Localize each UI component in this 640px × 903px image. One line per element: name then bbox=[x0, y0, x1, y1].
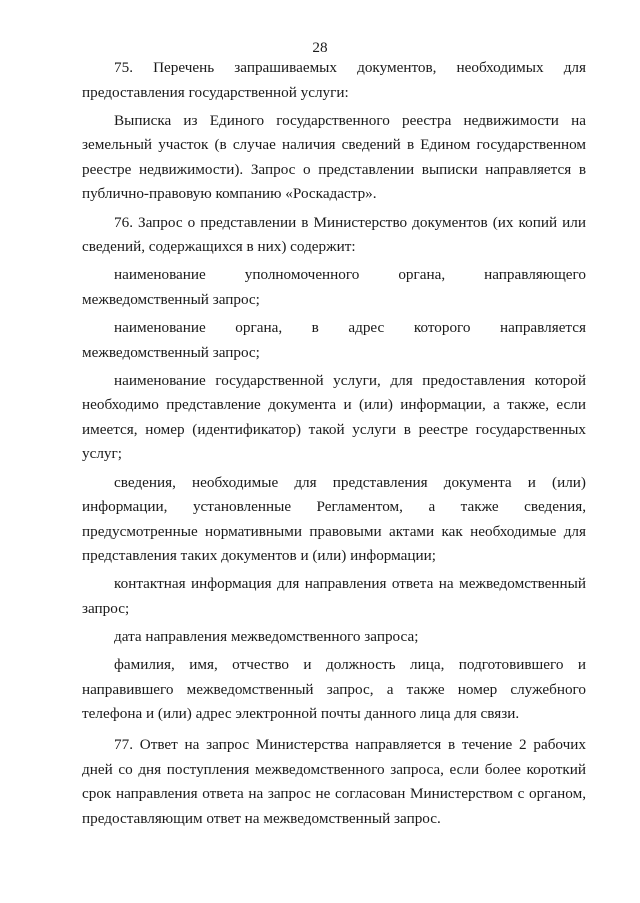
paragraph-76-heading: 76. Запрос о представлении в Министерство документов (их копий или сведений, содержащихся в них) содержит: bbox=[82, 213, 586, 256]
list-item-service-name: наименование государственной услуги, для предоставления которой необходимо представление документа и (или) информации, а также, если имеется, номер (идентификатор) такой услуги в реестре государственных услуг; bbox=[82, 371, 586, 463]
list-item-request-date: дата направления межведомственного запроса; bbox=[114, 628, 419, 646]
paragraph-extract-egrn: Выписка из Единого государственного реестра недвижимости на земельный участок (в случае наличия сведений в Едином государственном реестре недвижимости). Запрос о представлении выписки направляется в публично-правовую компанию «Роскадастр». bbox=[82, 111, 586, 203]
list-item-recipient-body: наименование органа, в адрес которого направляется межведомственный запрос; bbox=[82, 318, 586, 361]
list-item-responsible-person: фамилия, имя, отчество и должность лица, подготовившего и направившего межведомственный запрос, а также номер служебного телефона и (или) адрес электронной почты данного лица для связи. bbox=[82, 656, 586, 723]
document-body bbox=[82, 56, 586, 835]
page-number: 28 bbox=[312, 39, 328, 56]
list-item-authorized-body: наименование уполномоченного органа, направляющего межведомственный запрос; bbox=[82, 266, 586, 308]
list-item-required-info: сведения, необходимые для представления документа и (или) информации, установленные Регламентом, а также сведения, предусмотренные нормативными правовыми актами как необходимые для представления таких документов и (или) информации; bbox=[82, 473, 586, 565]
list-item-contact-info: контактная информация для направления ответа на межведомственный запрос; bbox=[82, 575, 586, 617]
paragraph-77: 77. Ответ на запрос Министерства направляется в течение 2 рабочих дней со дня поступления межведомственного запроса, если более короткий срок направления ответа на запрос не согласован Министерством с органом, предоставляющим ответ на межведомственный запрос. bbox=[82, 735, 586, 827]
paragraph-75-heading: 75. Перечень запрашиваемых документов, необходимых для предоставления государственной услуги: bbox=[82, 59, 586, 101]
